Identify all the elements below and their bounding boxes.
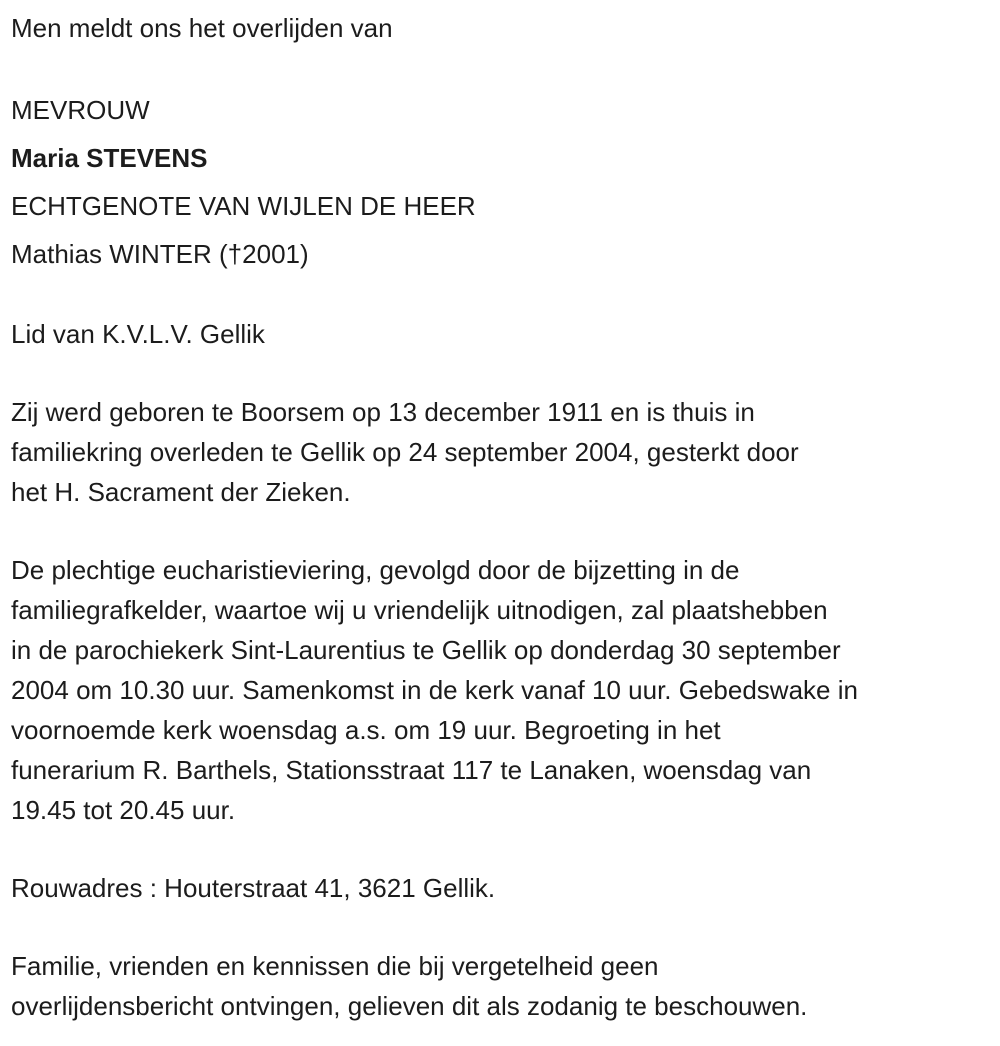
paragraph-funeral-details — [11, 550, 986, 830]
closing-notice — [11, 946, 986, 1026]
text-line: Familie, vrienden en kennissen die bij vergetelheid geen — [11, 951, 659, 981]
paragraph-birth-death — [11, 392, 986, 512]
mourning-address: Rouwadres : Houterstraat 41, 3621 Gellik. — [11, 873, 496, 903]
text-line: Zij werd geboren te Boorsem op 13 december 1911 en is thuis in — [11, 397, 755, 427]
text-line: voornoemde kerk woensdag a.s. om 19 uur. Begroeting in het — [11, 715, 721, 745]
spouse-line: Mathias WINTER (†2001) — [11, 239, 309, 269]
relation-line: ECHTGENOTE VAN WIJLEN DE HEER — [11, 191, 476, 221]
text-line: familiekring overleden te Gellik op 24 september 2004, gesterkt door — [11, 437, 799, 467]
text-line: het H. Sacrament der Zieken. — [11, 477, 351, 507]
honorific: MEVROUW — [11, 95, 150, 125]
text-line: funerarium R. Barthels, Stationsstraat 117 te Lanaken, woensdag van — [11, 755, 812, 785]
membership-line: Lid van K.V.L.V. Gellik — [11, 319, 265, 349]
text-line: 19.45 tot 20.45 uur. — [11, 795, 236, 825]
announcement-intro: Men meldt ons het overlijden van — [11, 13, 393, 43]
text-line: familiegrafkelder, waartoe wij u vriendelijk uitnodigen, zal plaatshebben — [11, 595, 828, 625]
text-line: in de parochiekerk Sint-Laurentius te Gellik op donderdag 30 september — [11, 635, 841, 665]
deceased-header — [11, 86, 986, 278]
deceased-name: Maria STEVENS — [11, 143, 208, 173]
text-line: 2004 om 10.30 uur. Samenkomst in de kerk vanaf 10 uur. Gebedswake in — [11, 675, 858, 705]
text-line: De plechtige eucharistieviering, gevolgd door de bijzetting in de — [11, 555, 740, 585]
text-line: overlijdensbericht ontvingen, gelieven dit als zodanig te beschouwen. — [11, 991, 808, 1021]
